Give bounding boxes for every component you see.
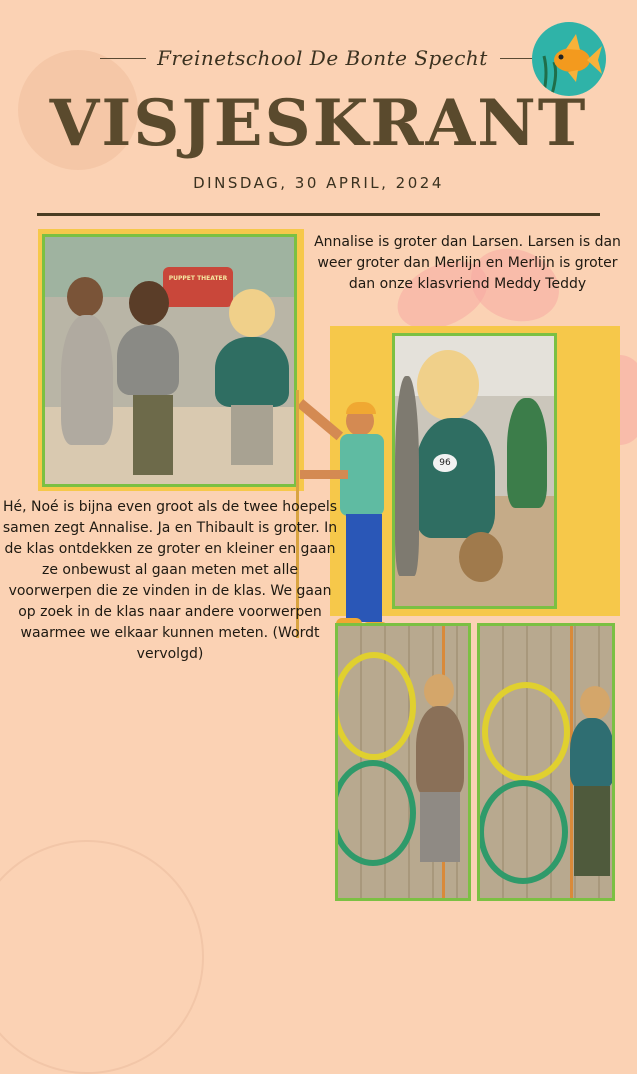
photo-child-on-floor-2 bbox=[477, 623, 615, 901]
photo-caption: Annalise is groter dan Larsen. Larsen is dan weer groter dan Merlijn en Merlijn is groter dan onze klasvriend Meddy Teddy bbox=[314, 234, 621, 292]
photo-child-with-teddy bbox=[392, 333, 557, 609]
decorative-ring bbox=[0, 840, 204, 1074]
header-line-left bbox=[100, 58, 146, 59]
photo-child-on-floor-1 bbox=[335, 623, 471, 901]
header-rule bbox=[37, 213, 600, 216]
photo-children-standing bbox=[42, 234, 297, 487]
puppet-theater-sign: PUPPET THEATER bbox=[168, 275, 228, 282]
jersey-number: 96 bbox=[433, 454, 457, 472]
goldfish-icon bbox=[532, 22, 606, 96]
school-name: Freinetschool De Bonte Specht bbox=[157, 46, 488, 70]
issue-date: DINSDAG, 30 APRIL, 2024 bbox=[193, 174, 444, 192]
newspaper-title: VISJESKRANT bbox=[49, 86, 588, 161]
article-body: Hé, Noé is bijna even groot als de twee hoepels samen zegt Annalise. Ja en Thibault is groter. In de klas ontdekken ze groter en kleiner en gaan ze onbewust al gaan meten met alle voorwerpen die ze vinden in de klas. We gaan op zoek in de klas naar andere voorwerpen waarmee we elkaar kunnen meten. (Wordt vervolgd) bbox=[2, 499, 338, 662]
